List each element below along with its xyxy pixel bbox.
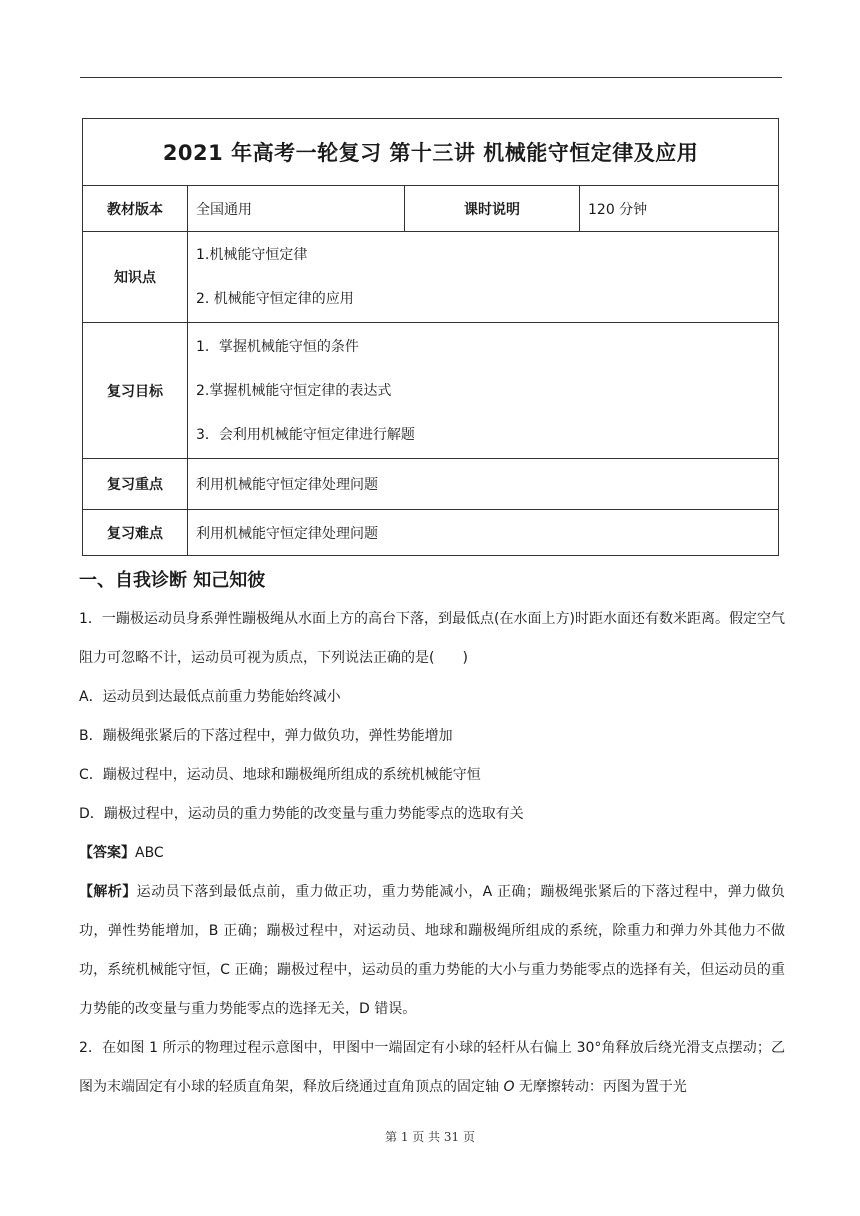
analysis-tag: 【解析】 <box>79 884 137 900</box>
page-title: 2021 年高考一轮复习 第十三讲 机械能守恒定律及应用 <box>83 119 779 186</box>
difficulty-value: 利用机械能守恒定律处理问题 <box>188 510 779 556</box>
page-footer: 第 1 页 共 31 页 <box>385 1130 475 1144</box>
question-2-text-a: 2．在如图 1 所示的物理过程示意图中，甲图中一端固定有小球的轻杆从右偏上 30°角释放后绕光滑支点摆动；乙图为末端固定有小球的轻质直角架，释放后绕通过直角顶点的固定轴 <box>79 1040 785 1095</box>
knowledge-label: 知识点 <box>83 232 188 323</box>
knowledge-item: 1.机械能守恒定律 <box>196 247 308 263</box>
key-point-label: 复习重点 <box>83 459 188 510</box>
option-d: D．蹦极过程中，运动员的重力势能的改变量与重力势能零点的选取有关 <box>79 806 524 822</box>
duration-label: 课时说明 <box>405 186 580 232</box>
option-c: C．蹦极过程中，运动员、地球和蹦极绳所组成的系统机械能守恒 <box>79 767 481 783</box>
option-b: B．蹦极绳张紧后的下落过程中，弹力做负功，弹性势能增加 <box>79 728 453 744</box>
question-1: 1．一蹦极运动员身系弹性蹦极绳从水面上方的高台下落，到最低点(在水面上方)时距水面还有数米距离。假定空气阻力可忽略不计，运动员可视为质点，下列说法正确的是( ) <box>79 611 785 666</box>
key-point-value: 利用机械能守恒定律处理问题 <box>188 459 779 510</box>
goal-item: 1．掌握机械能守恒的条件 <box>196 338 359 355</box>
edition-label: 教材版本 <box>83 186 188 232</box>
question-2-text-b: 无摩擦转动：丙图为置于光 <box>514 1079 687 1095</box>
analysis-text: 运动员下落到最低点前，重力做正功，重力势能减小，A 正确；蹦极绳张紧后的下落过程中，弹力做负功，弹性势能增加，B 正确；蹦极过程中，对运动员、地球和蹦极绳所组成的系统，除重力和弹力外其他力不做功，系统机械能守恒，C 正确；蹦极过程中，运动员的重力势能的大小与重力势能零点的选择有关，但运动员的重力势能的改变量与重力势能零点的选择无关，D 错误。 <box>79 884 786 1017</box>
knowledge-item: 2. 机械能守恒定律的应用 <box>196 291 354 307</box>
section-heading: 一、自我诊断 知己知彼 <box>79 570 266 591</box>
goal-item: 3．会利用机械能守恒定律进行解题 <box>196 426 415 443</box>
difficulty-label: 复习难点 <box>83 510 188 556</box>
option-a: A．运动员到达最低点前重力势能始终减小 <box>79 689 341 705</box>
course-info-table <box>82 118 779 556</box>
header-rule <box>80 77 782 78</box>
answer-line <box>79 834 785 873</box>
duration-value: 120 分钟 <box>580 186 779 232</box>
knowledge-list <box>188 232 779 323</box>
answer-tag: 【答案】 <box>79 845 135 861</box>
analysis-paragraph <box>79 873 785 1029</box>
goal-item: 2.掌握机械能守恒定律的表达式 <box>196 382 392 399</box>
question-2 <box>79 1029 785 1107</box>
goals-label: 复习目标 <box>83 323 188 459</box>
edition-value: 全国通用 <box>188 186 405 232</box>
answer-value: ABC <box>135 845 164 861</box>
axis-symbol: O <box>503 1079 515 1095</box>
document-body <box>79 566 785 1107</box>
goals-list <box>188 323 779 459</box>
